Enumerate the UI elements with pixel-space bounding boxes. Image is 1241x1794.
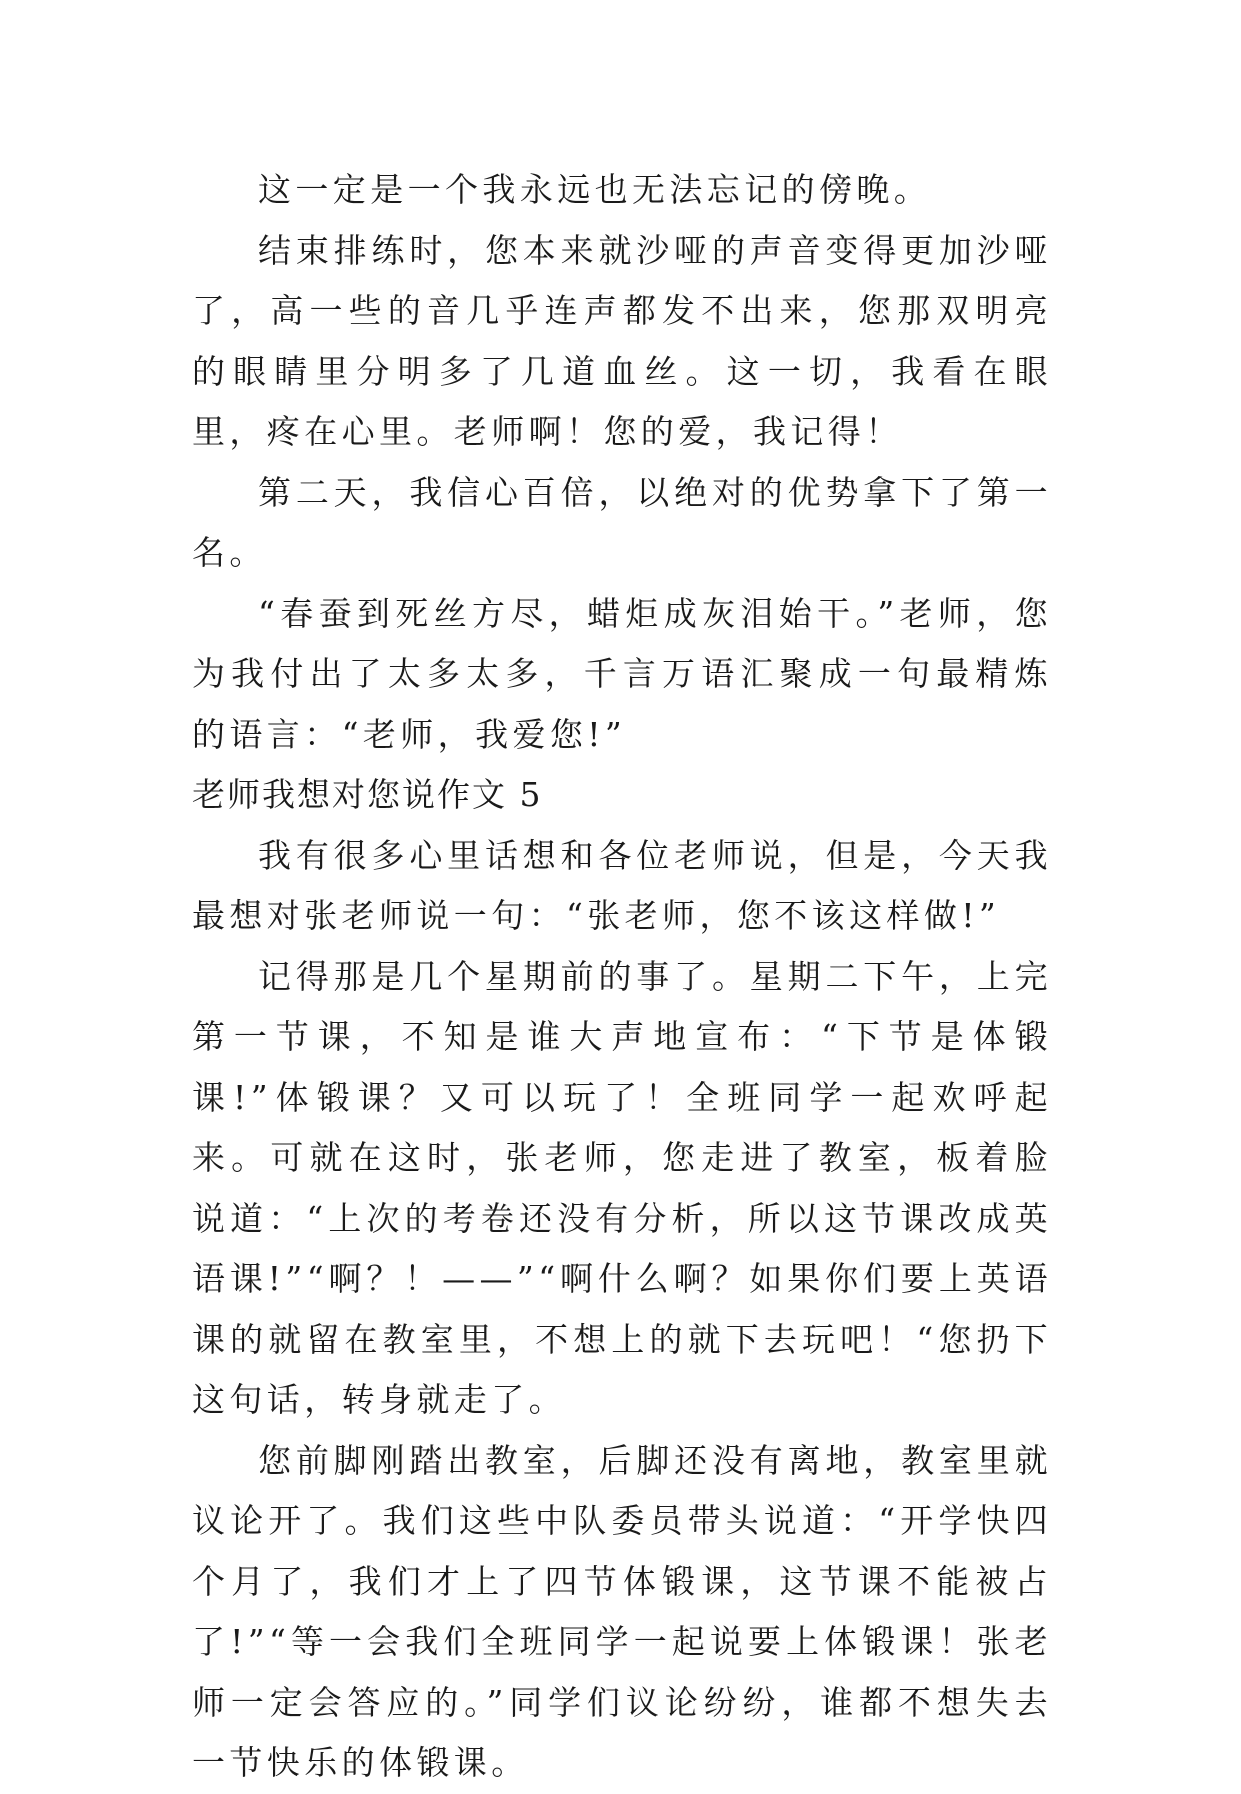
paragraph-first-place: 第二天，我信心百倍，以绝对的优势拿下了第一名。 <box>192 472 1052 572</box>
paragraph-evening: 这一定是一个我永远也无法忘记的傍晚。 <box>258 170 932 209</box>
paragraph-memory: 记得那是几个星期前的事了。星期二下午，上完第一节课，不知是谁大声地宣布：“下节是体锻课!”体锻课？又可以玩了！全班同学一起欢呼起来。可就在这时，张老师，您走进了教室，板着脸说道：“上次的考卷还没有分析，所以这节课改成英语课!”“啊？！——”“啊什么啊？如果你们要上英语课的就留在教室里，不想上的就下去玩吧！“您扔下这句话，转身就走了。 <box>192 956 1052 1419</box>
paragraph-discussion: 您前脚刚踏出教室，后脚还没有离地，教室里就议论开了。我们这些中队委员带头说道：“开学快四个月了，我们才上了四节体锻课，这节课不能被占了!”“等一会我们全班同学一起说要上体锻课！张老师一定会答应的。”同学们议论纷纷，谁都不想失去一节快乐的体锻课。 <box>192 1440 1052 1782</box>
paragraph-intro: 我有很多心里话想和各位老师说，但是，今天我最想对张老师说一句：“张老师，您不该这样做!” <box>192 835 1052 935</box>
paragraph-silkworm-quote: “春蚕到死丝方尽，蜡炬成灰泪始干。”老师，您为我付出了太多太多，千言万语汇聚成一句最精炼的语言：“老师，我爱您!” <box>192 593 1052 754</box>
paragraph-rehearsal: 结束排练时，您本来就沙哑的声音变得更加沙哑了，高一些的音几乎连声都发不出来，您那双明亮的眼睛里分明多了几道血丝。这一切，我看在眼里，疼在心里。老师啊！您的爱，我记得！ <box>192 230 1052 451</box>
section-heading: 老师我想对您说作文 5 <box>192 775 543 814</box>
document-body <box>192 160 1052 1794</box>
